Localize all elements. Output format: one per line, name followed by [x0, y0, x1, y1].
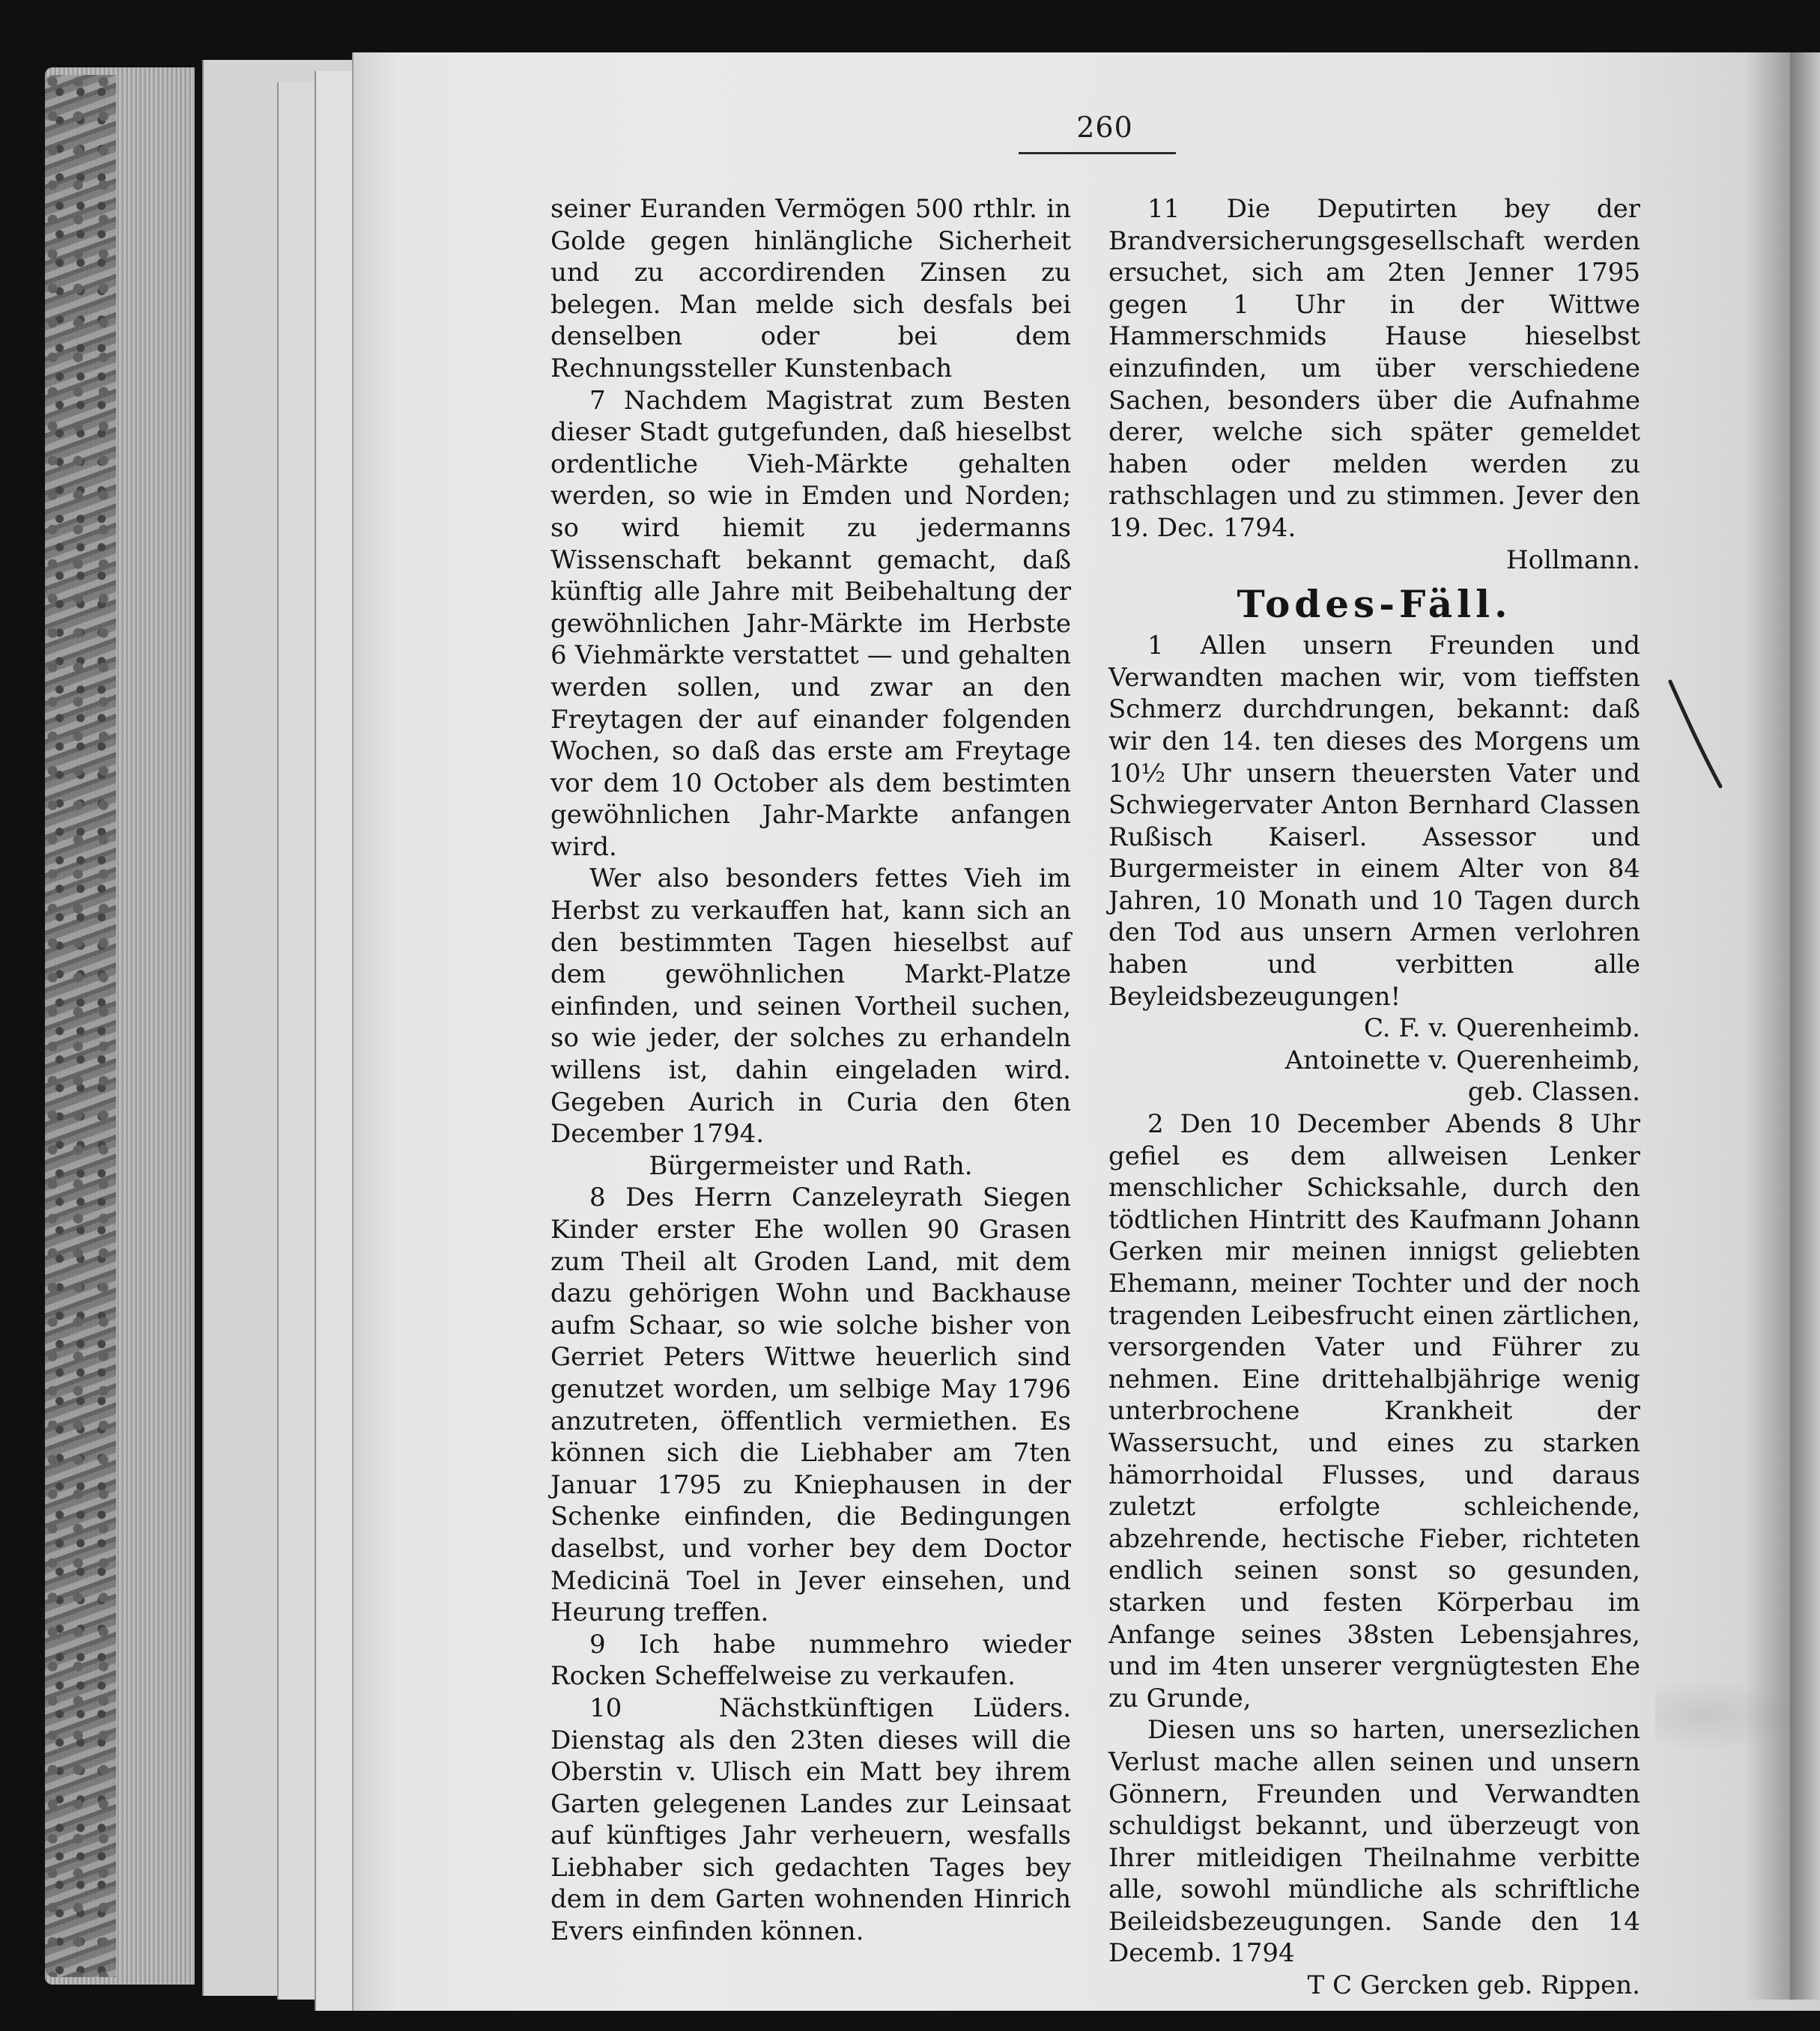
- signature-line: T C Gercken geb. Rippen.: [1307, 1970, 1640, 2001]
- notice-text: 9 Ich habe nummehro wieder Rocken Scheffelweise zu verkaufen.: [550, 1629, 1071, 1692]
- page-number-rule: [1019, 152, 1176, 154]
- section-heading: Todes-Fäll.: [1237, 582, 1512, 627]
- ink-bleed: [1655, 1678, 1805, 1752]
- left-column: [550, 193, 1071, 1948]
- notice-paragraph: 10 Nächstkünftigen Dienstag als den 23ten dieses will die Oberstin v. Ulisch ein Matt bey ihrem Garten gelegenen Landes zur Leinsaat auf künftiges Jahr verheuern, wesfalls Liebhaber sich gedachten Tages bey dem in dem Garten wohnenden Hinrich Evers einfinden können.: [550, 1692, 1071, 1947]
- marbled-board-edge: [45, 75, 116, 1977]
- notice-signature: Lüders.: [973, 1692, 1071, 1723]
- pen-annotation-mark: [1666, 678, 1726, 790]
- page-number: 260: [1076, 111, 1133, 144]
- notice-paragraph: Diesen uns so harten, unersezlichen Verlust mache allen seinen und unsern Gönnern, Freunden und Verwandten schuldigst bekannt, und überzeugt von Ihrer mitleidigen Theilnahme verbitte alle, sowohl mündliche als schriftliche Beileidsbezeugungen. Sande den 14 Decemb. 1794: [1108, 1715, 1640, 1969]
- notice-paragraph: 7 Nachdem Magistrat zum Besten dieser Stadt gutgefunden, daß hieselbst ordentliche Vieh-Märkte gehalten werden, so wie in Emden und Norden; so wird hiemit zu jedermanns Wissenschaft bekannt gemacht, daß künftig alle Jahre mit Beibehaltung der gewöhnlichen Jahr-Märkte im Herbste 6 Viehmärkte verstattet — und gehalten werden sollen, und zwar an den Freytagen der auf einander folgenden Wochen, so daß das erste am Freytage vor dem 10 October als dem bestimten gewöhnlichen Jahr-Markte anfangen wird.: [550, 385, 1071, 862]
- signature-line: Hollmann.: [1506, 544, 1640, 575]
- right-column: [1108, 193, 1640, 2002]
- notice-paragraph: 2 Den 10 December Abends 8 Uhr gefiel es dem allweisen Lenker menschlicher Schicksahle, durch den tödtlichen Hintritt des Kaufmann Johann Gerken mir meinen innigst geliebten Ehemann, meiner Tochter und der noch tragenden Leibesfrucht einen zärtlichen, versorgenden Vater und Führer zu nehmen. Eine drittehalbjährige wenig unterbrochene Krankheit der Wassersucht, und eines zu starken hämorrhoidal Flusses, und daraus zuletzt erfolgte schleichende, abzehrende, hectische Fieber, richteten endlich seinen sonst so gesunden, starken und festen Körperbau im Anfange seines 38sten Lebensjahres, und im 4ten unserer vergnügtesten Ehe zu Grunde,: [1108, 1109, 1640, 1713]
- notice-paragraph: 1 Allen unsern Freunden und Verwandten machen wir, vom tieffsten Schmerz durchdrungen, bekannt: daß wir den 14. ten dieses des Morgens um 10½ Uhr unsern theuersten Vater und Schwiegervater Anton Bernhard Classen Rußisch Kaiserl. Assessor und Burgermeister in einem Alter von 84 Jahren, 10 Monath und 10 Tagen durch den Tod aus unsern Armen verlohren haben und verbitten alle Beyleidsbezeugungen!: [1108, 631, 1640, 1012]
- notice-paragraph: seiner Euranden Vermögen 500 rthlr. in Golde gegen hinlängliche Sicherheit und zu accordirenden Zinsen zu belegen. Man melde sich desfals bei denselben oder bei dem Rechnungssteller Kunstenbach: [550, 194, 1071, 383]
- signature-line: C. F. v. Querenheimb.: [1364, 1013, 1640, 1044]
- notice-paragraph: Wer also besonders fettes Vieh im Herbst zu verkauffen hat, kann sich an den bestimmten Tagen hieselbst auf dem gewöhnlichen Markt-Platze einfinden, und seinen Vortheil suchen, so wie jeder, der solches zu erhandeln willens ist, dahin eingeladen wird. Gegeben Aurich in Curia den 6ten December 1794.: [550, 863, 1071, 1150]
- notice-paragraph: [550, 1629, 1071, 1723]
- signature-line: Antoinette v. Querenheimb,: [1284, 1045, 1640, 1075]
- notice-paragraph: 8 Des Herrn Canzeleyrath Siegen Kinder erster Ehe wollen 90 Grasen zum Theil alt Groden Land, mit dem dazu gehörigen Wohn und Backhause aufm Schaar, so wie solche bisher von Gerriet Peters Wittwe heuerlich sind genutzet worden, um selbige May 1796 anzutreten, öffentlich vermiethen. Es können sich die Liebhaber am 7ten Januar 1795 zu Kniephausen in der Schenke einfinden, die Bedingungen daselbst, und vorher bey dem Doctor Medicinä Toel in Jever einsehen, und Heurung treffen.: [550, 1183, 1071, 1628]
- signature-line: Bürgermeister und Rath.: [649, 1150, 973, 1181]
- notice-paragraph: 11 Die Deputirten bey der Brandversicherungsgesellschaft werden ersuchet, sich am 2ten Jenner 1795 gegen 1 Uhr in der Wittwe Hammerschmids Hause hieselbst einzufinden, um über verschiedene Sachen, besonders über die Aufnahme derer, welche sich später gemeldet haben oder melden werden zu rathschlagen und zu stimmen. Jever den 19. Dec. 1794.: [1108, 194, 1640, 543]
- signature-line: geb. Classen.: [1467, 1077, 1640, 1108]
